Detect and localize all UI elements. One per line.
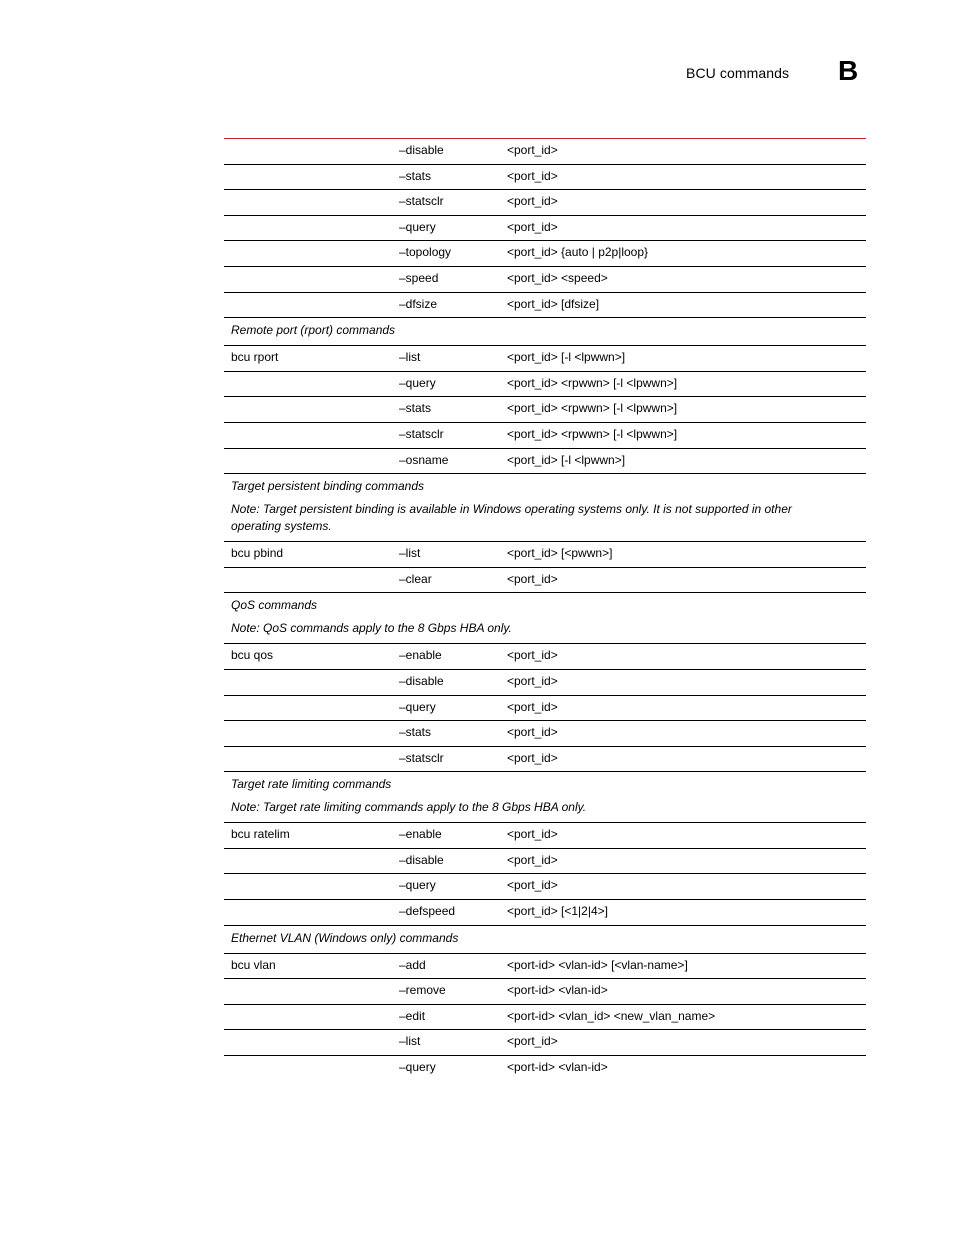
command-name-cell: bcu qos bbox=[231, 648, 274, 663]
table-row bbox=[224, 216, 866, 242]
command-args-cell: <port_id> <rpwwn> [-l <lpwwn>] bbox=[507, 401, 678, 416]
command-name-cell: bcu vlan bbox=[231, 957, 276, 972]
section-heading-row bbox=[224, 318, 866, 346]
table-row bbox=[224, 1030, 866, 1056]
command-table bbox=[224, 139, 866, 1082]
table-row bbox=[224, 568, 866, 594]
command-option-cell: –query bbox=[399, 1060, 436, 1075]
command-args-cell: <port_id> bbox=[507, 143, 558, 157]
table-row bbox=[224, 874, 866, 900]
command-option-cell: –statsclr bbox=[399, 426, 444, 441]
table-row bbox=[224, 449, 866, 475]
table-row bbox=[224, 267, 866, 293]
command-option-cell: –topology bbox=[399, 245, 452, 260]
section-title: Target rate limiting commands bbox=[231, 777, 392, 792]
command-option-cell: –disable bbox=[399, 673, 444, 688]
section-note: Note: Target persistent binding is available in Windows operating systems only. It is not supported in other operating systems. bbox=[231, 502, 792, 534]
table-row bbox=[224, 900, 866, 926]
command-name-cell: bcu pbind bbox=[231, 546, 284, 561]
command-option-cell: –edit bbox=[399, 1008, 426, 1023]
table-row bbox=[224, 190, 866, 216]
command-name-cell: bcu ratelim bbox=[231, 827, 290, 842]
table-row bbox=[224, 542, 866, 568]
section-heading-row bbox=[224, 593, 866, 644]
section-title: QoS commands bbox=[231, 598, 318, 613]
command-option-cell: –statsclr bbox=[399, 750, 444, 765]
command-option-cell: –statsclr bbox=[399, 194, 444, 209]
command-option-cell: –list bbox=[399, 350, 421, 365]
command-args-cell: <port_id> bbox=[507, 648, 558, 663]
appendix-letter: B bbox=[838, 55, 859, 86]
command-args-cell: <port_id> bbox=[507, 168, 558, 183]
table-row bbox=[224, 849, 866, 875]
table-row bbox=[224, 397, 866, 423]
command-option-cell: –query bbox=[399, 878, 436, 893]
command-args-cell: <port-id> <vlan_id> <new_vlan_name> bbox=[507, 1008, 716, 1023]
table-row bbox=[224, 979, 866, 1005]
command-args-cell: <port-id> <vlan-id> bbox=[507, 1060, 608, 1075]
command-option-cell: –enable bbox=[399, 648, 442, 663]
command-args-cell: <port_id> bbox=[507, 750, 558, 765]
command-args-cell: <port_id> bbox=[507, 1034, 558, 1049]
command-args-cell: <port_id> [-l <lpwwn>] bbox=[507, 350, 626, 365]
command-args-cell: <port_id> bbox=[507, 194, 558, 209]
command-args-cell: <port_id> bbox=[507, 219, 558, 234]
command-args-cell: <port-id> <vlan-id> bbox=[507, 983, 608, 998]
table-row bbox=[224, 1005, 866, 1031]
table-row bbox=[224, 954, 866, 980]
command-name-cell: bcu rport bbox=[231, 350, 279, 365]
command-option-cell: –clear bbox=[399, 571, 432, 586]
command-option-cell: –osname bbox=[399, 452, 449, 467]
command-args-cell: <port_id> bbox=[507, 878, 558, 893]
command-option-cell: –add bbox=[399, 957, 426, 972]
table-row bbox=[224, 721, 866, 747]
section-note: Note: Target rate limiting commands apply to the 8 Gbps HBA only. bbox=[231, 800, 587, 815]
table-row bbox=[224, 293, 866, 319]
section-title: Ethernet VLAN (Windows only) commands bbox=[231, 930, 459, 945]
command-args-cell: <port-id> <vlan-id> [<vlan-name>] bbox=[507, 957, 688, 972]
command-args-cell: <port_id> [-l <lpwwn>] bbox=[507, 452, 626, 467]
section-heading-row bbox=[224, 926, 866, 954]
table-row bbox=[224, 644, 866, 670]
table-row bbox=[224, 1056, 866, 1082]
command-args-cell: <port_id> bbox=[507, 827, 558, 842]
command-option-cell: –stats bbox=[399, 401, 432, 416]
table-row bbox=[224, 346, 866, 372]
command-args-cell: <port_id> bbox=[507, 699, 558, 714]
table-row bbox=[224, 747, 866, 773]
table-row bbox=[224, 139, 866, 165]
command-args-cell: <port_id> {auto | p2p|loop} bbox=[507, 245, 649, 260]
command-option-cell: –stats bbox=[399, 725, 432, 740]
command-args-cell: <port_id> bbox=[507, 725, 558, 740]
command-option-cell: –remove bbox=[399, 983, 446, 998]
section-heading-row bbox=[224, 772, 866, 823]
command-args-cell: <port_id> bbox=[507, 571, 558, 586]
command-args-cell: <port_id> [<1|2|4>] bbox=[507, 904, 608, 919]
command-args-cell: <port_id> [dfsize] bbox=[507, 296, 600, 311]
table-row bbox=[224, 696, 866, 722]
section-heading-row bbox=[224, 474, 866, 542]
command-option-cell: –query bbox=[399, 375, 436, 390]
table-row bbox=[224, 372, 866, 398]
table-row bbox=[224, 670, 866, 696]
table-row bbox=[224, 165, 866, 191]
command-option-cell: –stats bbox=[399, 168, 432, 183]
command-args-cell: <port_id> [<pwwn>] bbox=[507, 546, 613, 561]
command-args-cell: <port_id> <rpwwn> [-l <lpwwn>] bbox=[507, 375, 678, 390]
command-option-cell: –enable bbox=[399, 827, 442, 842]
command-option-cell: –query bbox=[399, 699, 436, 714]
table-row bbox=[224, 823, 866, 849]
command-option-cell: –defspeed bbox=[399, 904, 456, 919]
command-option-cell: –speed bbox=[399, 270, 439, 285]
page-header-title: BCU commands bbox=[686, 65, 790, 81]
command-option-cell: –disable bbox=[399, 852, 444, 867]
table-row bbox=[224, 423, 866, 449]
section-title: Target persistent binding commands bbox=[231, 479, 424, 494]
command-option-cell: –disable bbox=[399, 143, 444, 157]
command-option-cell: –list bbox=[399, 1034, 421, 1049]
command-args-cell: <port_id> bbox=[507, 852, 558, 867]
command-option-cell: –list bbox=[399, 546, 421, 561]
command-args-cell: <port_id> <rpwwn> [-l <lpwwn>] bbox=[507, 426, 678, 441]
command-args-cell: <port_id> bbox=[507, 673, 558, 688]
section-note: Note: QoS commands apply to the 8 Gbps HBA only. bbox=[231, 621, 512, 636]
section-title: Remote port (rport) commands bbox=[231, 323, 396, 338]
table-row bbox=[224, 241, 866, 267]
command-option-cell: –dfsize bbox=[399, 296, 438, 311]
command-option-cell: –query bbox=[399, 219, 436, 234]
command-args-cell: <port_id> <speed> bbox=[507, 270, 608, 285]
